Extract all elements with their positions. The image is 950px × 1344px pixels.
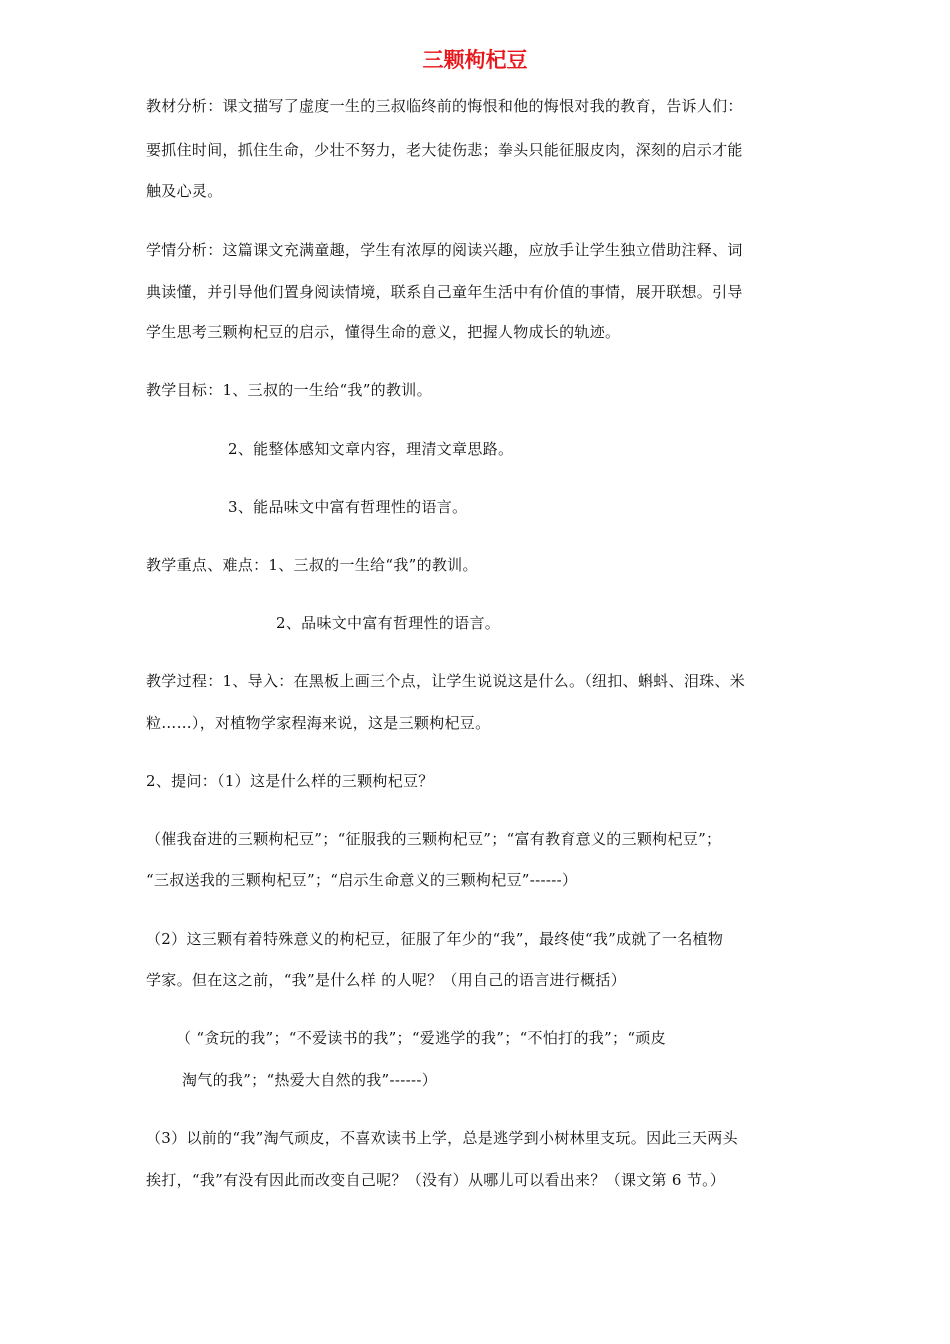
- text-line: 要抓住时间，抓住生命，少壮不努力，老大徒伤悲；拳头只能征服皮肉，深刻的启示才能: [146, 141, 743, 159]
- text-line: （3）以前的“我”淘气顽皮，不喜欢读书上学，总是逃学到小树林里支玩。因此三天两头: [146, 1129, 738, 1147]
- text-line: 粒……），对植物学家程海来说，这是三颗枸杞豆。: [146, 714, 491, 732]
- text-line: 2、能整体感知文章内容，理清文章思路。: [228, 440, 514, 458]
- text-line: （ “贪玩的我”；“不爱读书的我”；“爱逃学的我”；“不怕打的我”；“顽皮: [176, 1029, 666, 1047]
- text-line: 触及心灵。: [146, 182, 223, 200]
- text-line: 教学重点、难点：1、三叔的一生给“我”的教训。: [146, 556, 478, 574]
- text-line: （2）这三颗有着特殊意义的枸杞豆，征服了年少的“我”，最终使“我”成就了一名植物: [146, 930, 724, 948]
- text-line: 挨打，“我”有没有因此而改变自己呢？（没有）从哪儿可以看出来？（课文第 6 节。）: [146, 1171, 726, 1189]
- text-line: 学情分析：这篇课文充满童趣，学生有浓厚的阅读兴趣，应放手让学生独立借助注释、词: [146, 241, 743, 259]
- document-title: 三颗枸杞豆: [422, 48, 528, 72]
- text-line: 3、能品味文中富有哲理性的语言。: [228, 498, 468, 516]
- text-line: 学家。但在这之前，“我”是什么样 的人呢？（用自己的语言进行概括）: [146, 971, 627, 989]
- text-line: 学生思考三颗枸杞豆的启示，懂得生命的意义，把握人物成长的轨迹。: [146, 323, 621, 341]
- text-line: “三叔送我的三颗枸杞豆”；“启示生命意义的三颗枸杞豆”------）: [146, 871, 578, 889]
- text-line: 2、提问：（1）这是什么样的三颗枸杞豆？: [146, 772, 434, 790]
- text-line: 教学目标：1、三叔的一生给“我”的教训。: [146, 381, 432, 399]
- text-line: 典读懂，并引导他们置身阅读情境，联系自己童年生活中有价值的事情，展开联想。引导: [146, 283, 743, 301]
- text-line: 2、品味文中富有哲理性的语言。: [276, 614, 501, 632]
- text-line: 教材分析：课文描写了虚度一生的三叔临终前的悔恨和他的悔恨对我的教育，告诉人们：: [146, 97, 743, 115]
- text-line: （催我奋进的三颗枸杞豆”；“征服我的三颗枸杞豆”；“富有教育意义的三颗枸杞豆”；: [146, 830, 722, 848]
- text-line: 教学过程：1、导入：在黑板上画三个点，让学生说说这是什么。（纽扣、蝌蚪、泪珠、米: [146, 672, 746, 690]
- text-line: 淘气的我”；“热爱大自然的我”------）: [182, 1071, 438, 1089]
